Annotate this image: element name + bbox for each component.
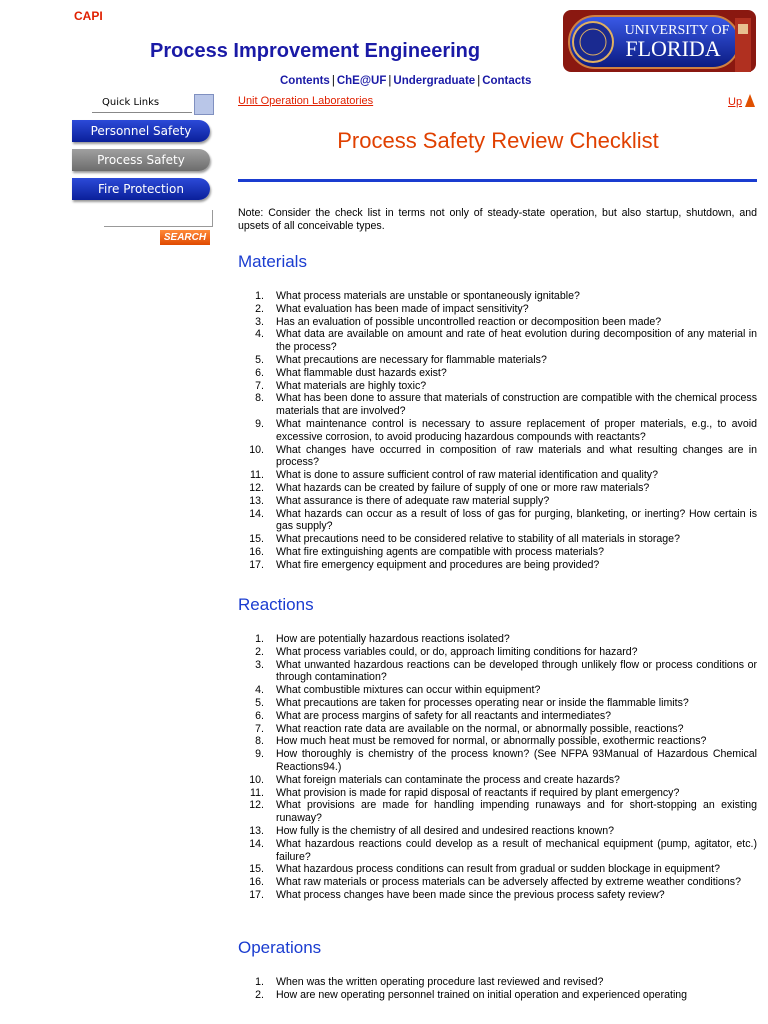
item-number: 9. (255, 748, 264, 761)
checklist-item (238, 723, 757, 736)
item-text: What provisions are made for handling impending runaways and for short-stopping an existing runaway? (276, 799, 757, 825)
item-number: 15. (249, 863, 264, 876)
quick-links-dropdown[interactable] (194, 94, 214, 115)
nav-che-uf[interactable]: ChE@UF (336, 75, 387, 87)
item-number: 8. (255, 392, 264, 405)
checklist-item (238, 774, 757, 787)
item-text: What process variables could, or do, approach limiting conditions for hazard? (276, 645, 638, 658)
item-number: 4. (255, 328, 264, 341)
logo-line1: UNIVERSITY OF (624, 23, 730, 38)
nav-separator: | (388, 75, 392, 87)
checklist-item (238, 533, 757, 546)
checklist-item (238, 799, 757, 825)
item-text: What evaluation has been made of impact sensitivity? (276, 302, 529, 315)
checklist-item (238, 418, 757, 444)
checklist-item (238, 559, 757, 572)
item-text: What fire extinguishing agents are compatible with process materials? (276, 545, 604, 558)
search-button[interactable]: SEARCH (160, 230, 210, 245)
item-text: What provision is made for rapid disposal of reactants if required by plant emergency? (276, 786, 680, 799)
item-number: 11. (250, 469, 264, 482)
item-text: What assurance is there of adequate raw material supply? (276, 494, 550, 507)
item-text: What raw materials or process materials can be adversely affected by extreme weather conditions? (276, 876, 741, 889)
checklist-item (238, 316, 757, 329)
item-number: 12. (249, 481, 264, 494)
item-text: What are process margins of safety for all reactants and intermediates? (276, 709, 612, 722)
checklist-item (238, 354, 757, 367)
item-number: 7. (255, 722, 264, 735)
item-text: What hazardous process conditions can result from gradual or sudden blockage in equipment? (276, 863, 721, 876)
title-divider (238, 179, 757, 182)
nav-separator: | (331, 75, 335, 87)
item-number: 1. (255, 976, 264, 988)
item-text: What hazards can occur as a result of loss of gas for purging, blanketing, or inerting? How certain is gas supply? (276, 507, 757, 533)
checklist-item (238, 380, 757, 393)
checklist-item (238, 303, 757, 316)
item-number: 8. (255, 735, 264, 748)
checklist-item (238, 889, 757, 902)
item-number: 6. (255, 709, 264, 722)
checklist-item (238, 392, 757, 418)
item-number: 3. (255, 658, 264, 671)
nav-separator: | (477, 75, 481, 87)
university-logo[interactable] (563, 10, 756, 72)
checklist-item (238, 838, 757, 864)
checklist-item (238, 444, 757, 470)
item-text: What has been done to assure that materials of construction are compatible with the chemical process materials that are involved? (276, 392, 757, 418)
checklist-item (238, 684, 757, 697)
checklist-item (238, 508, 757, 534)
checklist-item (238, 546, 757, 559)
item-number: 2. (255, 302, 264, 315)
item-number: 11. (250, 786, 264, 799)
checklist-item (238, 976, 757, 989)
item-text: How are new operating personnel trained on initial operation and experienced operating (276, 988, 688, 1001)
up-arrow-icon[interactable] (745, 94, 755, 107)
checklist-item (238, 876, 757, 889)
section-heading-reactions: Reactions (238, 595, 314, 614)
item-number: 13. (249, 824, 264, 837)
item-text: What maintenance control is necessary to assure replacement of proper materials, e.g., to avoid excessive corrosion, to avoid producing hazardous compounds with reactants? (276, 417, 757, 443)
checklist-item (238, 328, 757, 354)
materials-list (238, 290, 757, 572)
page-title: Process Safety Review Checklist (337, 128, 659, 153)
site-title: Process Improvement Engineering (150, 40, 481, 62)
item-text: What precautions are necessary for flammable materials? (276, 353, 547, 366)
operations-list (238, 976, 757, 1002)
logo-line2: FLORIDA (625, 36, 721, 61)
item-number: 2. (255, 645, 264, 658)
item-number: 12. (249, 799, 264, 812)
top-navigation (280, 75, 531, 87)
search-input[interactable] (104, 210, 213, 227)
item-number: 10. (249, 443, 264, 456)
item-number: 3. (255, 315, 264, 328)
personnel-safety-button[interactable]: Personnel Safety (72, 120, 210, 142)
item-text: How are potentially hazardous reactions isolated? (276, 633, 510, 645)
item-text: What hazards can be created by failure of supply of one or more raw materials? (276, 481, 650, 494)
section-heading-operations: Operations (238, 938, 322, 957)
item-number: 16. (249, 545, 264, 558)
item-number: 14. (249, 837, 264, 850)
checklist-item (238, 748, 757, 774)
item-text: Has an evaluation of possible uncontrolled reaction or decomposition been made? (276, 315, 662, 328)
item-text: What changes have occurred in composition of raw materials and what resulting changes are in process? (276, 443, 757, 469)
up-link-container (728, 94, 755, 108)
item-text: What fire emergency equipment and procedures are being provided? (276, 558, 600, 571)
quick-links-underline (92, 112, 192, 113)
breadcrumb[interactable]: Unit Operation Laboratories (238, 95, 374, 107)
item-text: What data are available on amount and rate of heat evolution during decomposition of any material in the process? (276, 328, 757, 354)
quick-links[interactable] (72, 94, 214, 114)
item-number: 13. (249, 494, 264, 507)
reactions-list (238, 633, 757, 902)
item-text: What reaction rate data are available on the normal, or abnormally possible, reactions? (276, 722, 684, 735)
checklist-item (238, 825, 757, 838)
checklist-item (238, 482, 757, 495)
item-number: 9. (255, 417, 264, 430)
item-text: What is done to assure sufficient control of raw material identification and quality? (276, 469, 658, 482)
item-text: What combustible mixtures can occur within equipment? (276, 684, 541, 697)
item-text: What materials are highly toxic? (276, 379, 427, 392)
nav-undergraduate[interactable]: Undergraduate (393, 75, 476, 87)
checklist-item (238, 290, 757, 303)
up-link[interactable]: Up (728, 96, 743, 108)
item-number: 1. (255, 633, 264, 645)
nav-contacts[interactable]: Contacts (482, 75, 532, 87)
checklist-item (238, 633, 757, 646)
item-text: When was the written operating procedure last reviewed and revised? (276, 976, 604, 988)
checklist-item (238, 659, 757, 685)
capi-link[interactable]: CAPI (74, 9, 103, 23)
intro-note: Note: Consider the check list in terms not only of steady-state operation, but also startup, shutdown, and upsets of all conceivable types. (238, 207, 757, 232)
section-heading-materials: Materials (238, 252, 307, 271)
checklist-item (238, 710, 757, 723)
item-text: What precautions are taken for processes operating near or inside the flammable limits? (276, 696, 689, 709)
checklist-item (238, 495, 757, 508)
nav-contents[interactable]: Contents (280, 75, 330, 87)
item-number: 5. (255, 353, 264, 366)
checklist-item (238, 367, 757, 380)
item-text: What unwanted hazardous reactions can be developed through unlikely flow or process conditions or through contamination? (276, 658, 757, 684)
item-text: What flammable dust hazards exist? (276, 366, 447, 379)
process-safety-button[interactable]: Process Safety (72, 149, 210, 171)
quick-links-label: Quick Links (102, 97, 160, 108)
checklist-item (238, 787, 757, 800)
checklist-item (238, 697, 757, 710)
item-text: How thoroughly is chemistry of the process known? (See NFPA 93Manual of Hazardous Chemical Reactions94.) (276, 748, 757, 773)
item-text: How much heat must be removed for normal, or abnormally possible, exothermic reactions? (276, 735, 707, 748)
item-number: 17. (249, 888, 264, 901)
item-number: 5. (255, 696, 264, 709)
item-text: What process changes have been made since the previous process safety review? (276, 888, 665, 901)
item-number: 14. (249, 507, 264, 520)
item-text: How fully is the chemistry of all desired and undesired reactions known? (276, 824, 614, 837)
checklist-item (238, 735, 757, 748)
item-text: What foreign materials can contaminate the process and create hazards? (276, 773, 620, 786)
item-number: 1. (255, 290, 264, 302)
item-text: What hazardous reactions could develop as a result of mechanical equipment (pump, agitator, etc.) failure? (276, 837, 757, 863)
item-number: 10. (249, 773, 264, 786)
checklist-item (238, 646, 757, 659)
item-number: 16. (249, 876, 264, 889)
item-number: 6. (255, 366, 264, 379)
checklist-item (238, 863, 757, 876)
item-number: 15. (249, 533, 264, 546)
fire-protection-button[interactable]: Fire Protection (72, 178, 210, 200)
checklist-item (238, 469, 757, 482)
item-number: 2. (255, 988, 264, 1001)
item-text: What precautions need to be considered relative to stability of all materials in storage? (276, 533, 680, 546)
checklist-item (238, 989, 757, 1002)
item-number: 17. (249, 558, 264, 571)
item-number: 7. (255, 379, 264, 392)
item-text: What process materials are unstable or spontaneously ignitable? (276, 290, 580, 302)
item-number: 4. (255, 684, 264, 697)
